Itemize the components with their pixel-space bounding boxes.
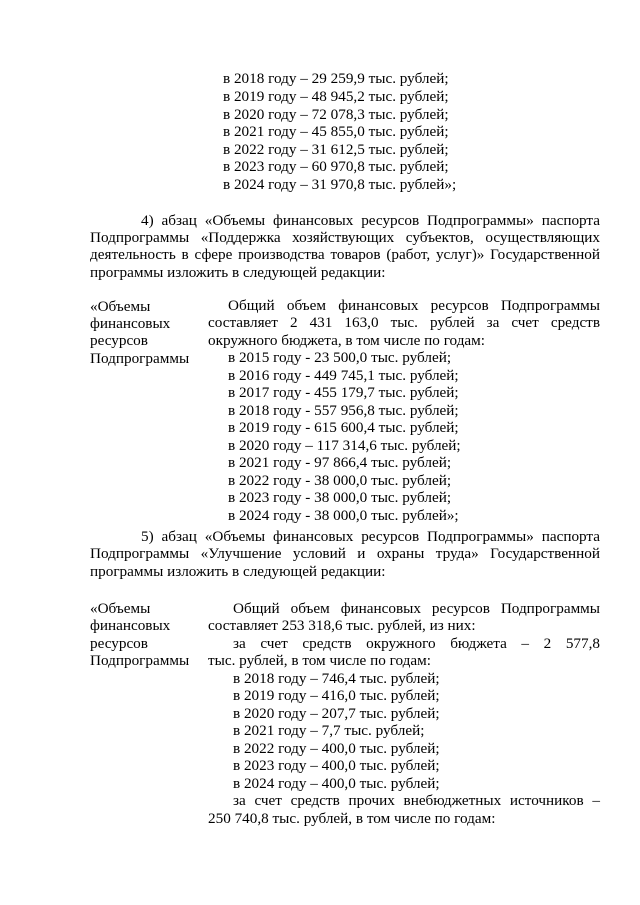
list-item: в 2019 году – 48 945,2 тыс. рублей;	[223, 88, 449, 105]
paragraph-line: 5) абзац «Объемы финансовых ресурсов Подпрограммы» паспорта	[141, 528, 600, 545]
list-item: в 2019 году – 416,0 тыс. рублей;	[233, 687, 440, 704]
paragraph-line: 4) абзац «Объемы финансовых ресурсов Подпрограммы» паспорта	[141, 212, 600, 229]
list-item: в 2022 году – 31 612,5 тыс. рублей;	[223, 141, 449, 158]
list-item: в 2022 году - 38 000,0 тыс. рублей;	[228, 472, 452, 489]
list-item: в 2023 году - 38 000,0 тыс. рублей;	[228, 489, 452, 506]
label-line: финансовых	[90, 617, 171, 634]
list-item: в 2018 году – 29 259,9 тыс. рублей;	[223, 70, 449, 87]
paragraph-line: программы изложить в следующей редакции:	[90, 264, 386, 281]
label-line: Подпрограммы	[90, 350, 190, 367]
content-line: составляет 2 431 163,0 тыс. рублей за счет средств	[208, 314, 600, 331]
list-item: в 2020 году – 117 314,6 тыс. рублей;	[228, 437, 461, 454]
label-line: ресурсов	[90, 332, 148, 349]
content-line: Общий объем финансовых ресурсов Подпрограммы	[233, 600, 600, 617]
list-item: в 2024 году – 400,0 тыс. рублей;	[233, 775, 440, 792]
paragraph-line: Подпрограммы «Улучшение условий и охраны труда» Государственной	[90, 545, 600, 562]
paragraph-line: Подпрограммы «Поддержка хозяйствующих субъектов, осуществляющих	[90, 229, 600, 246]
list-item: в 2024 году – 31 970,8 тыс. рублей»;	[223, 176, 457, 193]
list-item: в 2021 году - 97 866,4 тыс. рублей;	[228, 454, 452, 471]
list-item: в 2018 году – 746,4 тыс. рублей;	[233, 670, 440, 687]
content-line: за счет средств прочих внебюджетных источников –	[233, 792, 600, 809]
label-line: Подпрограммы	[90, 652, 190, 669]
list-item: в 2018 году - 557 956,8 тыс. рублей;	[228, 402, 459, 419]
content-line: 250 740,8 тыс. рублей, в том числе по годам:	[208, 810, 496, 827]
label-line: «Объемы	[90, 600, 151, 617]
content-line: за счет средств окружного бюджета – 2 577,8	[233, 635, 600, 652]
list-item: в 2020 году – 207,7 тыс. рублей;	[233, 705, 440, 722]
list-item: в 2015 году - 23 500,0 тыс. рублей;	[228, 349, 452, 366]
list-item: в 2021 году – 7,7 тыс. рублей;	[233, 722, 425, 739]
paragraph-line: программы изложить в следующей редакции:	[90, 563, 386, 580]
list-item: в 2024 году - 38 000,0 тыс. рублей»;	[228, 507, 459, 524]
content-line: Общий объем финансовых ресурсов Подпрограммы	[228, 297, 600, 314]
content-line: составляет 253 318,6 тыс. рублей, из них:	[208, 617, 476, 634]
paragraph-line: деятельность в сфере производства товаров (работ, услуг)» Государственной	[90, 246, 600, 263]
list-item: в 2017 году - 455 179,7 тыс. рублей;	[228, 384, 459, 401]
label-line: финансовых	[90, 315, 171, 332]
list-item: в 2016 году - 449 745,1 тыс. рублей;	[228, 367, 459, 384]
list-item: в 2022 году – 400,0 тыс. рублей;	[233, 740, 440, 757]
label-line: ресурсов	[90, 635, 148, 652]
list-item: в 2019 году - 615 600,4 тыс. рублей;	[228, 419, 459, 436]
content-line: окружного бюджета, в том числе по годам:	[208, 332, 485, 349]
content-line: тыс. рублей, в том числе по годам:	[208, 652, 431, 669]
label-line: «Объемы	[90, 298, 151, 315]
list-item: в 2020 году – 72 078,3 тыс. рублей;	[223, 106, 449, 123]
list-item: в 2021 году – 45 855,0 тыс. рублей;	[223, 123, 449, 140]
list-item: в 2023 году – 400,0 тыс. рублей;	[233, 757, 440, 774]
list-item: в 2023 году – 60 970,8 тыс. рублей;	[223, 158, 449, 175]
